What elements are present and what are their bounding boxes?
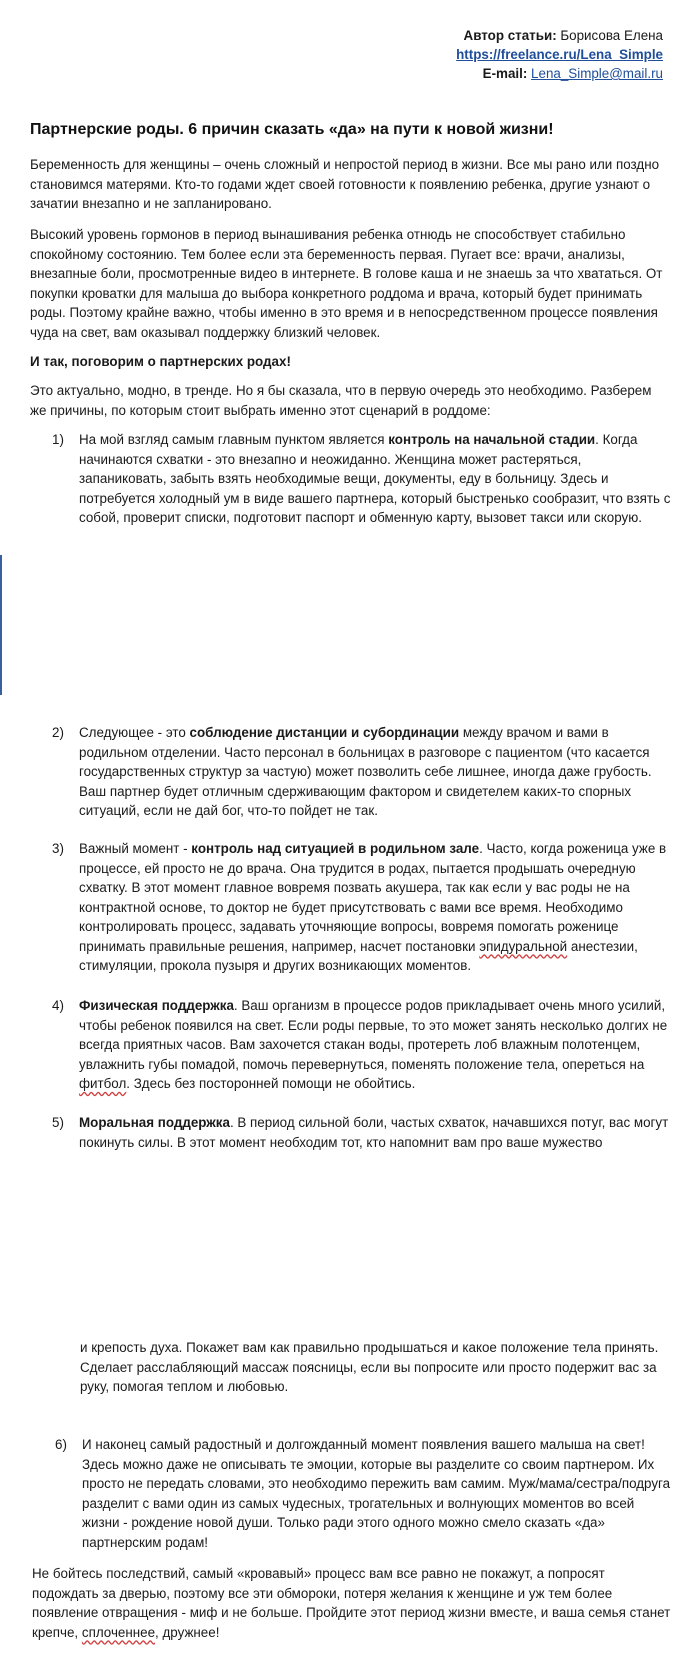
article-title: Партнерские роды. 6 причин сказать «да» на пути к новой жизни!: [30, 121, 554, 138]
closing-text: Не бойтесь последствий, самый «кровавый» процесс вам все равно не покажут, а попросят подождать за дверью, поэтому все эти обмороки, потеря желания к женщине и уж тем более появление отвращения - миф и не больше. Пройдите этот период жизни вместе, и ваша семья станет крепче,: [32, 1566, 671, 1640]
list-item-5: [52, 1113, 672, 1152]
site-link[interactable]: https://freelance.ru/Lena_Simple: [456, 47, 663, 62]
list-number: 1): [52, 432, 64, 447]
email-link[interactable]: Lena_Simple@mail.ru: [531, 66, 663, 81]
item-highlight: контроль над ситуацией в родильном зале: [191, 841, 480, 856]
item-highlight: Физическая поддержка: [79, 998, 234, 1013]
list-number: 3): [52, 841, 64, 856]
list-item-6: [55, 1435, 675, 1552]
intro-paragraph-2: Высокий уровень гормонов в период вынашивания ребенка отнюдь не способствует стабильно спокойному состоянию. Тем более если эта беременность первая. Пугает все: врачи, анализы, внезапные боли, просмотренные видео в интернете. В голове каша и не знаешь за что хвататься. От покупки кроватки для малыша до выбора конкретного роддома и врача, который будет принимать роды. Поэтому крайне важно, чтобы именно в это время и в непосредственном процессе появления чуда на свет, вам оказывал поддержку близкий человек.: [30, 227, 663, 340]
author-name: Борисова Елена: [556, 28, 663, 43]
item-text: между врачом и вами в родильном отделении. Часто персонал в больницах в разговоре с пациентом (что касается государственных структур за частую) может позволить себе лишнее, иногда даже грубость. Ваш партнер будет отличным сдерживающим фактором и свидетелем каких-то спорных ситуаций, если не дай бог, что-то пойдет не так.: [79, 725, 652, 818]
item-text: Важный момент -: [79, 841, 192, 856]
intro-paragraph-1: Беременность для женщины – очень сложный и непростой период в жизни. Все мы рано или поздно становимся матерями. Кто-то годами ждет своей готовности к появлению ребенка, другие узнают о зачатии внезапно и не запланировано.: [30, 157, 660, 211]
item-text: Следующее - это: [79, 725, 190, 740]
list-item-1: [52, 430, 672, 528]
author-line: [456, 26, 663, 45]
item-text: анестезии, стимуляции, прокола пузыря и других возникающих моментов.: [79, 938, 638, 973]
list-number: 5): [52, 1115, 64, 1130]
list-number: 2): [52, 725, 64, 740]
item-highlight: соблюдение дистанции и субординации: [189, 725, 460, 740]
item-text: . Ваш организм в процессе родов прикладывает очень много усилий, чтобы ребенок появился на свет. Если роды первые, то это может занять несколько долгих не всегда приятных часов. Вам захочется стакан воды, протереть лоб влажным полотенцем, увлажнить губы помадой, помочь перевернуться, поменять положение тела, опереться на: [79, 998, 668, 1072]
author-label: Автор статьи:: [463, 28, 557, 43]
item-text: На мой взгляд самым главным пунктом является: [79, 432, 389, 447]
item-text: . В период сильной боли, частых схваток, начавшихся потуг, вас могут покинуть силы. В этот момент необходим тот, кто напомнит вам про ваше мужество: [79, 1115, 669, 1150]
lead-paragraph: Это актуально, модно, в тренде. Но я бы сказала, что в первую очередь это необходимо. Разберем же причины, по которым стоит выбрать именно этот сценарий в роддоме:: [30, 383, 652, 418]
margin-marker: [0, 555, 2, 695]
item-text: . Здесь без посторонней помощи не обойтись.: [126, 1076, 416, 1091]
subheading: И так, поговорим о партнерских родах!: [30, 354, 291, 369]
author-header: [456, 26, 663, 83]
closing-text: , дружнее!: [155, 1624, 220, 1640]
spellcheck-word: сплоченнее: [81, 1624, 156, 1640]
email-line: [456, 64, 663, 83]
spellcheck-word: эпидуральной: [479, 938, 568, 954]
item-text: И наконец самый радостный и долгожданный момент появления вашего малыша на свет! Здесь можно даже не описывать те эмоции, которые вы разделите со своим партнером. Их просто не передать словами, это необходимо пережить вам самим. Муж/мама/сестра/подруга разделит с вами один из самых чудесных, трогательных и волнующих моментов во всей жизни - рождение новой души. Только ради этого одного можно смело сказать «да» партнерским родам!: [82, 1437, 671, 1550]
list-item-2: [52, 723, 672, 821]
item-text: . Когда начинаются схватки - это внезапно и неожиданно. Женщина может растеряться, запаниковать, забыть взять необходимые вещи, документы, еду в больницу. Здесь и потребуется холодный ум в виде вашего партнера, который быстренько сообразит, что взять с собой, проверит списки, подготовит паспорт и обменную карту, вызовет такси или скорую.: [79, 432, 671, 525]
list-item-4: [52, 996, 672, 1094]
spellcheck-word: фитбол: [79, 1076, 127, 1091]
list-item-5-continued: и крепость духа. Покажет вам как правильно продышаться и какое положение тела принять. Сделает расслабляющий массаж поясницы, если вы попросите или просто подержит вас за руку, помогая теплом и любовью.: [80, 1340, 659, 1394]
item-highlight: Моральная поддержка: [79, 1115, 230, 1130]
item-text: . Часто, когда роженица уже в процессе, ей просто не до врача. Она трудится в родах, пытается продышать очередную схватку. В этот момент главное вовремя позвать акушера, так как если у вас роды не на контрактной основе, то доктор не будет присутствовать с вами все время. Необходимо контролировать процесс, задавать уточняющие вопросы, вовремя помогать роженице принимать правильные решения, например, насчет постановки: [79, 841, 667, 954]
email-label: E-mail:: [482, 66, 528, 81]
closing-paragraph: [32, 1564, 672, 1642]
list-number: 6): [55, 1437, 67, 1452]
list-number: 4): [52, 998, 64, 1013]
list-item-3: [52, 839, 672, 976]
item-highlight: контроль на начальной стадии: [388, 432, 596, 447]
